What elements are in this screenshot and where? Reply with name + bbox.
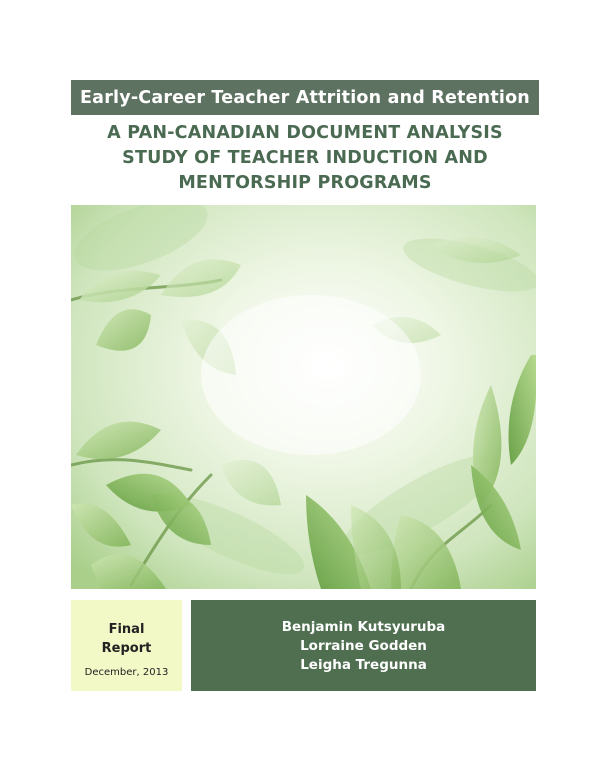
subtitle-banner (71, 80, 539, 115)
report-date: December, 2013 (84, 667, 169, 678)
author-name: Lorraine Godden (300, 638, 427, 654)
leaves-illustration (71, 205, 536, 589)
banner-text: Early-Career Teacher Attrition and Retention (80, 87, 530, 108)
authors-box (191, 600, 536, 691)
report-label: Report (101, 641, 152, 656)
cover-leaves-image (71, 205, 536, 589)
title-line: MENTORSHIP PROGRAMS (178, 173, 432, 193)
report-title (71, 121, 539, 196)
author-name: Benjamin Kutsyuruba (281, 619, 446, 635)
title-line: A PAN-CANADIAN DOCUMENT ANALYSIS (107, 123, 503, 143)
final-report-box (71, 600, 182, 691)
author-name: Leigha Tregunna (300, 657, 427, 673)
final-label: Final (108, 622, 145, 637)
title-line: STUDY OF TEACHER INDUCTION AND (122, 148, 488, 168)
